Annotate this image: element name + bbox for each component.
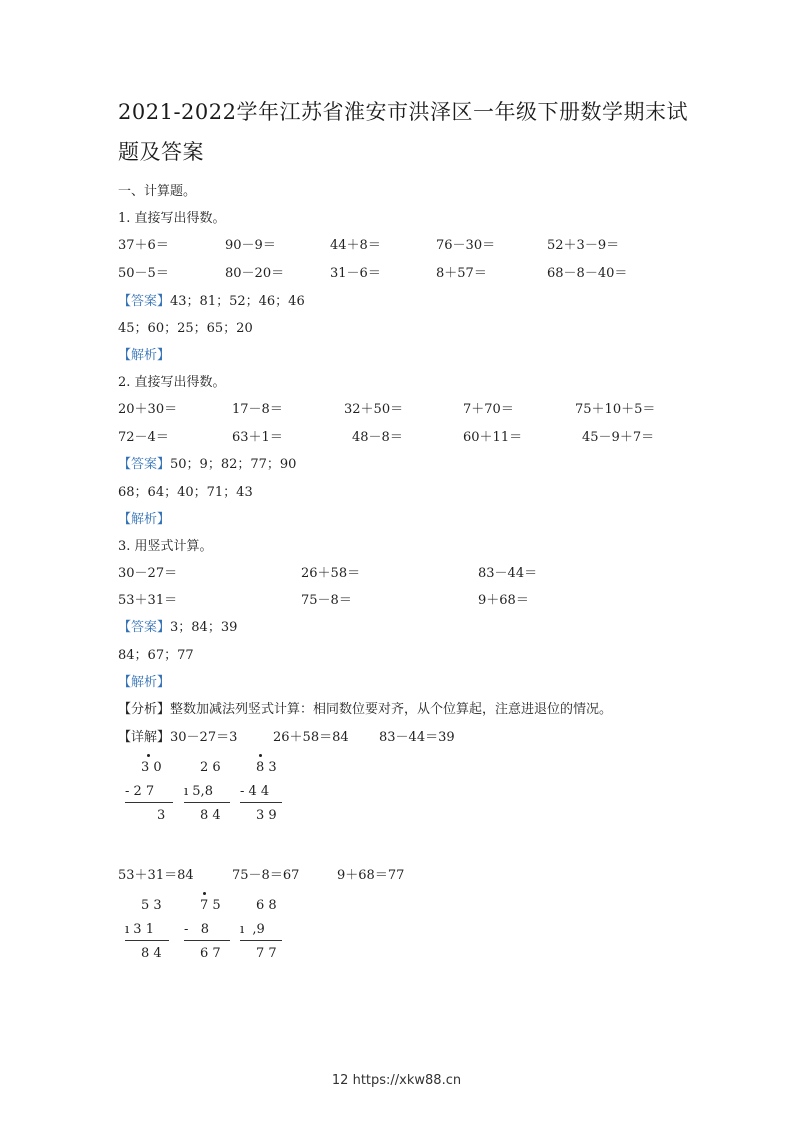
q3-item: 75－8＝ bbox=[301, 593, 352, 608]
q3-item: 83－44＝ bbox=[478, 566, 538, 581]
q3-item: 53＋31＝ bbox=[118, 593, 178, 608]
vertical-middle: ı 5,8 bbox=[184, 784, 213, 799]
vertical-result: 6 7 bbox=[200, 946, 221, 961]
document-title: 2021-2022学年江苏省淮安市洪泽区一年级下册数学期末试题及答案 bbox=[118, 100, 688, 164]
vertical-middle: - 4 4 bbox=[240, 784, 270, 799]
vertical-middle: - 2 7 bbox=[125, 784, 155, 799]
vertical-result: 8 4 bbox=[141, 946, 162, 961]
q2-item: 72－4＝ bbox=[118, 430, 169, 445]
vertical-result: 7 7 bbox=[256, 946, 277, 961]
detail-eq: 83－44＝39 bbox=[379, 730, 455, 745]
q2-analysis-tag: 【解析】 bbox=[118, 512, 171, 527]
answer-tag: 【答案】 bbox=[118, 457, 171, 472]
q2-item: 48－8＝ bbox=[352, 430, 403, 445]
vertical-top: 5 3 bbox=[141, 898, 162, 913]
carry-dot bbox=[203, 892, 206, 895]
q1-item: 68－8－40＝ bbox=[547, 266, 628, 281]
vertical-middle: - 8 bbox=[184, 922, 210, 937]
question-1-label: 1. 直接写出得数。 bbox=[118, 211, 226, 226]
q3-analysis-text: 【分析】整数加减法列竖式计算：相同数位要对齐，从个位算起，注意进退位的情况。 bbox=[118, 702, 613, 717]
detail-eq: 30－27＝3 bbox=[170, 730, 238, 745]
q1-item: 44＋8＝ bbox=[330, 238, 381, 253]
detail-eq: 53＋31＝84 bbox=[118, 868, 194, 883]
q1-answer-values-1: 43；81；52；46；46 bbox=[170, 294, 305, 309]
q1-item: 80－20＝ bbox=[225, 266, 285, 281]
detail-eq: 75－8＝67 bbox=[232, 868, 300, 883]
q3-item: 30－27＝ bbox=[118, 566, 178, 581]
section-heading: 一、计算题。 bbox=[118, 184, 197, 199]
answer-tag: 【答案】 bbox=[118, 294, 171, 309]
q2-answer-values-1: 50；9；82；77；90 bbox=[170, 457, 297, 472]
q2-item: 63＋1＝ bbox=[232, 430, 283, 445]
page-footer: 12 https://xkw88.cn bbox=[331, 1073, 462, 1088]
q1-answer bbox=[118, 290, 305, 309]
q1-item: 37＋6＝ bbox=[118, 238, 169, 253]
detail-eq: 26＋58＝84 bbox=[273, 730, 349, 745]
vertical-rule bbox=[184, 940, 230, 941]
q3-answer bbox=[118, 616, 237, 635]
q3-answer-values-2: 84；67；77 bbox=[118, 648, 194, 663]
question-3-label: 3. 用竖式计算。 bbox=[118, 539, 213, 554]
q2-item: 7＋70＝ bbox=[463, 402, 514, 417]
question-2-label: 2. 直接写出得数。 bbox=[118, 375, 226, 390]
carry-dot bbox=[147, 754, 150, 757]
q2-item: 17－8＝ bbox=[232, 402, 283, 417]
q1-answer-values-2: 45；60；25；65；20 bbox=[118, 321, 253, 336]
answer-tag: 【答案】 bbox=[118, 620, 171, 635]
vertical-rule bbox=[240, 940, 282, 941]
q1-item: 31－6＝ bbox=[330, 266, 381, 281]
vertical-top: 2 6 bbox=[200, 760, 221, 775]
q2-item: 60＋11＝ bbox=[463, 430, 523, 445]
vertical-top: 6 8 bbox=[256, 898, 277, 913]
q1-analysis-tag: 【解析】 bbox=[118, 348, 171, 363]
q1-item: 50－5＝ bbox=[118, 266, 169, 281]
vertical-middle: ı 3 1 bbox=[125, 922, 154, 937]
q3-item: 26＋58＝ bbox=[301, 566, 361, 581]
vertical-rule bbox=[125, 802, 173, 803]
q2-answer bbox=[118, 453, 296, 472]
q2-item: 32＋50＝ bbox=[344, 402, 404, 417]
vertical-top: 8 3 bbox=[256, 760, 277, 775]
q3-analysis-tag: 【解析】 bbox=[118, 675, 171, 690]
vertical-rule bbox=[125, 940, 169, 941]
vertical-result: 8 4 bbox=[200, 808, 221, 823]
q2-answer-values-2: 68；64；40；71；43 bbox=[118, 485, 253, 500]
vertical-middle: ı ,9 bbox=[240, 922, 265, 937]
carry-dot bbox=[259, 754, 262, 757]
vertical-top: 3 0 bbox=[141, 760, 162, 775]
q1-item: 90－9＝ bbox=[225, 238, 276, 253]
vertical-rule bbox=[240, 802, 282, 803]
q1-item: 76－30＝ bbox=[436, 238, 496, 253]
q3-detail-line-1 bbox=[118, 726, 237, 745]
detail-tag: 【详解】 bbox=[118, 730, 171, 745]
vertical-result: 3 9 bbox=[256, 808, 277, 823]
q1-item: 52＋3－9＝ bbox=[547, 238, 620, 253]
q1-item: 8＋57＝ bbox=[436, 266, 487, 281]
vertical-top: 7 5 bbox=[200, 898, 221, 913]
detail-eq: 9＋68＝77 bbox=[337, 868, 405, 883]
q2-item: 45－9＋7＝ bbox=[582, 430, 655, 445]
q2-item: 75＋10＋5＝ bbox=[575, 402, 656, 417]
q3-item: 9＋68＝ bbox=[478, 593, 529, 608]
q3-answer-values-1: 3；84；39 bbox=[170, 620, 238, 635]
q2-item: 20＋30＝ bbox=[118, 402, 178, 417]
vertical-result: 3 bbox=[157, 808, 166, 823]
vertical-rule bbox=[184, 802, 230, 803]
